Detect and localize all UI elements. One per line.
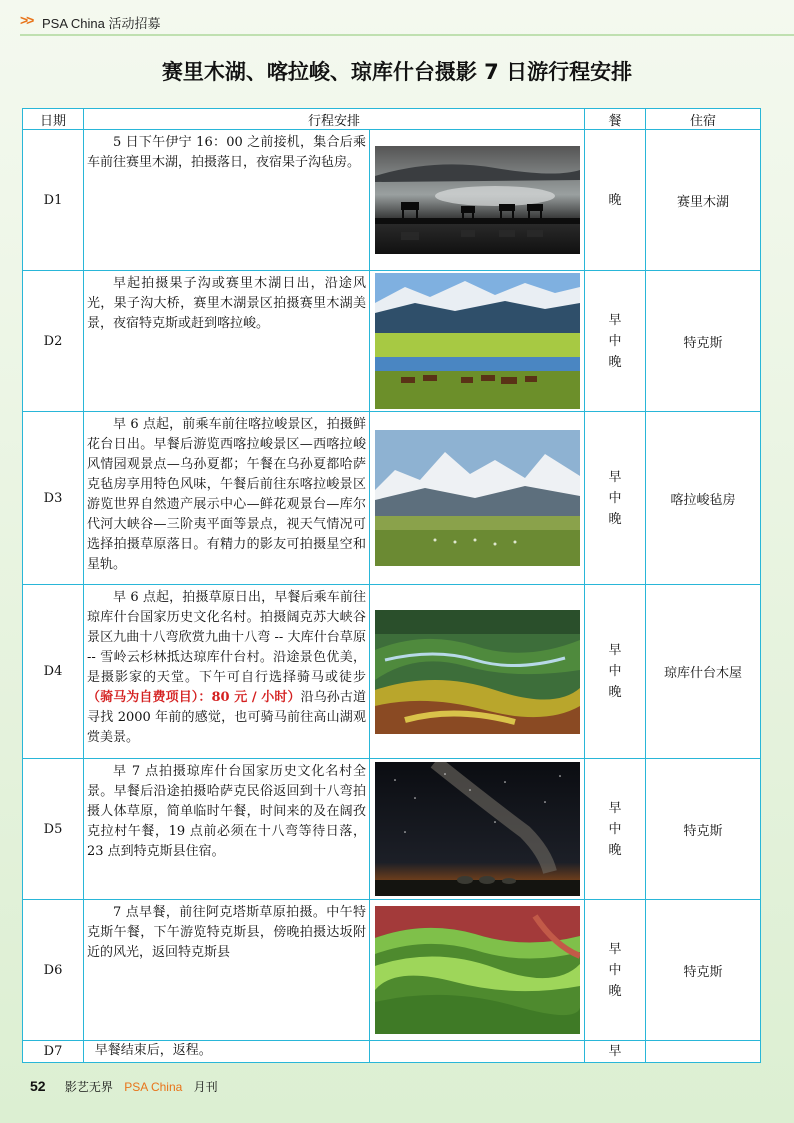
meal-label: 晚 [608,192,622,208]
page-number: 52 [30,1078,46,1094]
meal-label: 早 [608,469,622,485]
col-header-meal: 餐 [585,109,646,130]
meal-label: 中 [608,664,622,679]
meal-label: 中 [608,821,622,837]
plan-text: 早餐结束后，返程。 [84,1041,370,1063]
meal-label: 晚 [608,842,622,858]
meal-label: 中 [608,962,622,978]
meal-label: 中 [608,333,622,349]
col-header-date: 日期 [23,109,84,130]
meal-label: 晚 [608,983,622,999]
meal-cell [585,271,646,412]
meal-label: 早 [608,1044,622,1059]
plan-text: 5 日下午伊宁 16：00 之前接机，集合后乘车前往赛里木湖，拍摄落日，夜宿果子沟毡房。 [84,130,370,271]
table-row [23,900,761,1041]
header-brand: PSA China 活动招募 [42,16,161,31]
meal-label: 早 [608,800,622,816]
meal-label: 中 [608,490,622,506]
stay-cell: 特克斯 [646,759,761,900]
plan-text-part: 沿乌孙古道寻找 2000 年前的感觉，也可骑马前往高山湖观赏美景。 [87,690,366,745]
double-chevron-icon: >> [20,12,33,28]
col-header-plan: 行程安排 [84,109,585,130]
table-row [23,585,761,759]
plan-text [84,585,370,759]
table-row [23,271,761,412]
meal-cell [585,1041,646,1063]
table-row [23,130,761,271]
photo-lake-sunset [370,130,585,271]
day-cell: D7 [23,1041,84,1063]
stay-cell: 特克斯 [646,271,761,412]
day-cell: D5 [23,759,84,900]
plan-text: 早 7 点拍摄琼库什台国家历史文化名村全景。早餐后沿途拍摄哈萨克民俗返回到十八弯拍摄人体草原，简单临时午餐，时间来的及在阔孜克拉村午餐，19 点前必须在十八弯等待日落，23 点到特克斯县住宿。 [84,759,370,900]
stay-cell: 赛里木湖 [646,130,761,271]
magazine-name: 影艺无界 [64,1080,113,1094]
day-cell: D2 [23,271,84,412]
meal-cell [585,130,646,271]
table-row [23,759,761,900]
page-header [0,0,794,44]
meal-cell [585,900,646,1041]
page-title: 赛里木湖、喀拉峻、琼库什台摄影 7 日游行程安排 [161,60,633,84]
day-cell: D1 [23,130,84,271]
stay-cell: 琼库什台木屋 [646,585,761,759]
plan-text-part: 早 6 点起，拍摄草原日出，早餐后乘车前往琼库什台国家历史文化名村。拍摄阔克苏大峡谷景区九曲十八弯欣赏九曲十八弯 -- 大库什台草原 -- 雪岭云杉林抵达琼库什台村。沿途景色优美，是摄影家的天堂。下午可自行选择骑马或徒步 [87,590,366,685]
plan-text: 早 6 点起，前乘车前往喀拉峻景区，拍摄鲜花台日出。早餐后游览西喀拉峻景区—西喀拉峻风情园观景点—乌孙夏都；午餐在乌孙夏都哈萨克毡房享用特色风味，午餐后前往东喀拉峻景区游览世界自然遗产展示中心—鲜花观景台—库尔代河大峡谷—三阶夷平面等景点，视天气情况可选择拍摄草原落日。有精力的影友可拍摄星空和星轨。 [84,412,370,585]
photo-empty [370,1041,585,1063]
table-header-row [23,109,761,130]
stay-cell: 喀拉峻毡房 [646,412,761,585]
day-cell: D3 [23,412,84,585]
meal-label: 晚 [608,354,622,370]
col-header-stay: 住宿 [646,109,761,130]
table-row [23,412,761,585]
magazine-type: 月刊 [193,1080,218,1094]
meal-label: 晚 [608,685,622,700]
stay-cell: 特克斯 [646,900,761,1041]
page-footer [30,1078,218,1095]
plan-text: 早起拍摄果子沟或赛里木湖日出，沿途风光，果子沟大桥，赛里木湖景区拍摄赛里木湖美景，夜宿特克斯或赶到喀拉峻。 [84,271,370,412]
photo-milky-way [370,759,585,900]
fee-note: （骑马为自费项目）：80 元 / 小时） [87,690,301,705]
photo-green-red-hills [370,900,585,1041]
day-cell: D4 [23,585,84,759]
photo-mountain-lake [370,271,585,412]
header-rule [20,34,794,36]
meal-label: 早 [608,941,622,957]
meal-label: 晚 [608,511,622,527]
photo-river-valley [370,585,585,759]
meal-label: 早 [608,643,622,658]
meal-cell [585,759,646,900]
itinerary-table [22,108,761,1063]
meal-label: 早 [608,312,622,328]
plan-text: 7 点早餐，前往阿克塔斯草原拍摄。中午特克斯午餐，下午游览特克斯县，傍晚拍摄达坂附近的风光，返回特克斯县 [84,900,370,1041]
meal-cell [585,412,646,585]
photo-snow-mountain [370,412,585,585]
meal-cell [585,585,646,759]
day-cell: D6 [23,900,84,1041]
magazine-brand: PSA China [124,1080,183,1094]
table-row [23,1041,761,1063]
stay-cell [646,1041,761,1063]
